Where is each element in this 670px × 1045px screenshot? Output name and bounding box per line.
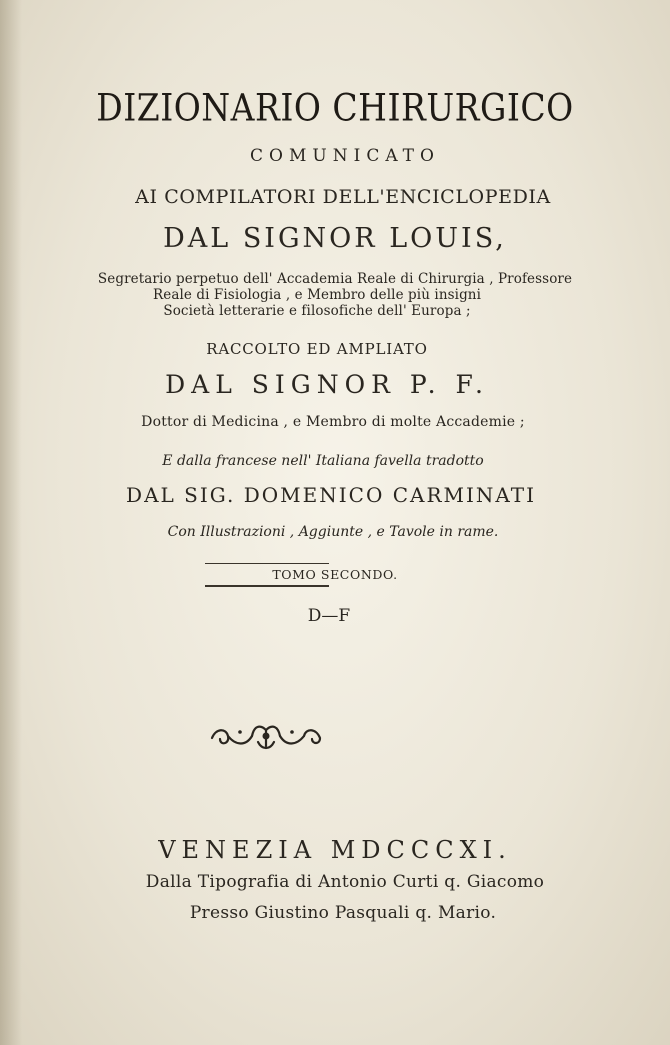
editor-line: DAL SIGNOR P. F. (165, 370, 489, 399)
compilatori-line: AI COMPILATORI DELL'ENCICLOPEDIA (135, 186, 551, 208)
comunicato-line: COMUNICATO (250, 146, 440, 166)
imprint-place-year: VENEZIA MDCCCXI. (158, 836, 512, 864)
editor-desc-line: Dottor di Medicina , e Membro di molte Accademie ; (141, 414, 525, 430)
volume-label: TOMO SECONDO. (272, 567, 398, 582)
author-desc-line-1: Segretario perpetuo dell' Accademia Reale di Chirurgia , Professore (97, 271, 573, 287)
raccolto-line: RACCOLTO ED AMPLIATO (206, 340, 428, 358)
author-line: DAL SIGNOR LOUIS, (163, 223, 507, 254)
translation-line: E dalla francese nell' Italiana favella tradotto (162, 453, 484, 469)
author-desc-line-2: Reale di Fisiologia , e Membro delle più insigni (152, 287, 482, 303)
additions-line: Con Illustrazioni , Aggiunte , e Tavole in rame. (167, 524, 499, 540)
volume-rule-top (205, 563, 329, 564)
letter-range: D—F (307, 606, 351, 626)
imprint-printer: Dalla Tipografia di Antonio Curti q. Giacomo (145, 872, 545, 892)
author-desc-line-3: Società letterarie e filosofiche dell' Europa ; (163, 303, 471, 319)
printers-ornament-icon (208, 716, 324, 754)
translator-line: DAL SIG. DOMENICO CARMINATI (126, 483, 536, 507)
book-title: DIZIONARIO CHIRURGICO (96, 85, 574, 130)
imprint-seller: Presso Giustino Pasquali q. Mario. (189, 903, 497, 923)
volume-rule-bottom (205, 585, 329, 587)
